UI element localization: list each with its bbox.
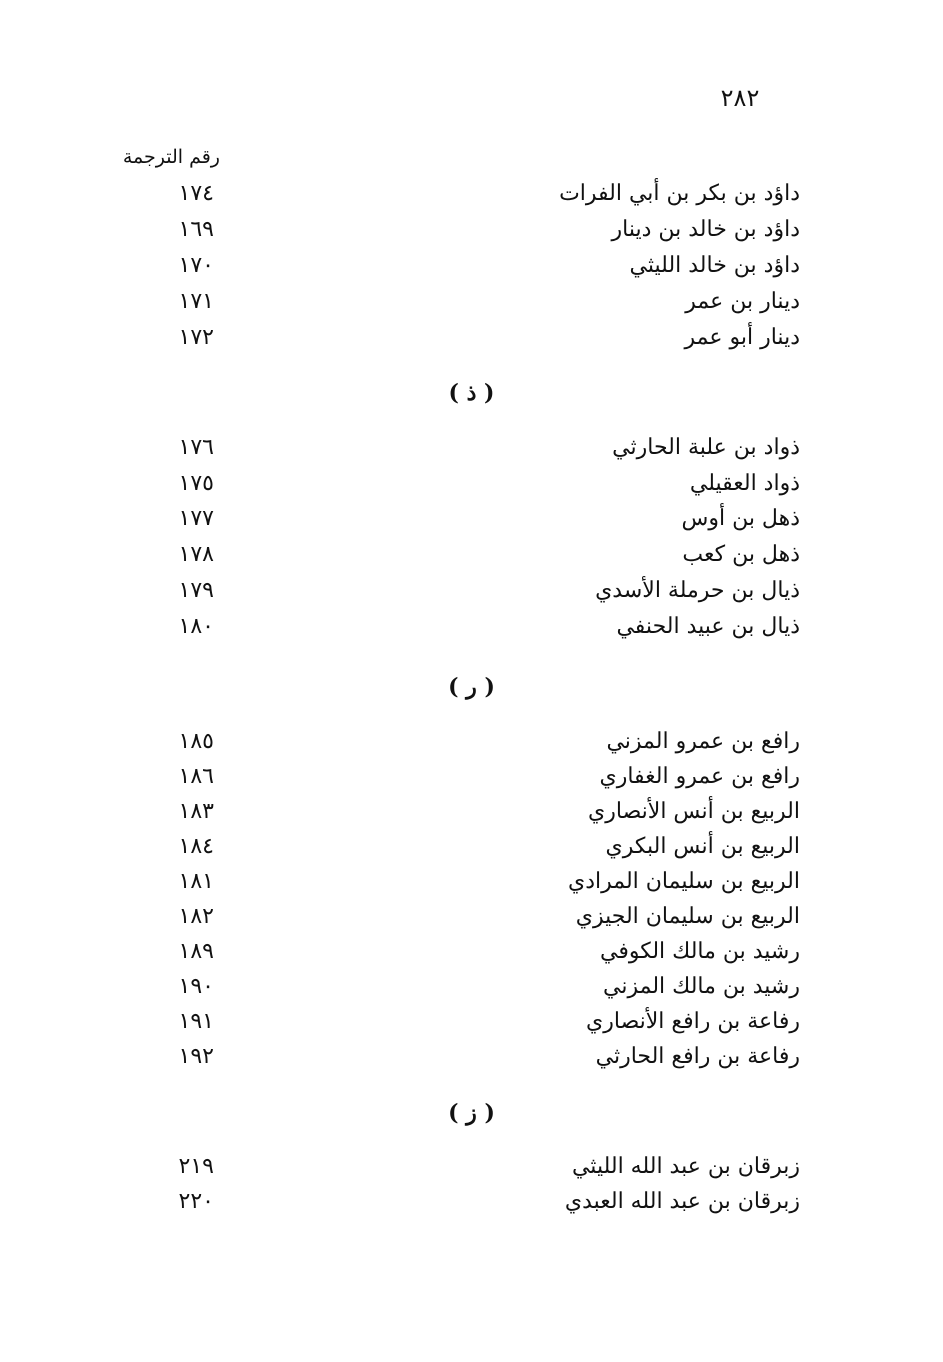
entry-number: ١٧١ (178, 289, 214, 314)
entry-name: الربيع بن أنس البكري (605, 834, 800, 859)
entry-number: ٢٢٠ (178, 1189, 214, 1214)
column-header-translation-number: رقم الترجمة (122, 146, 220, 168)
list-item (0, 829, 943, 865)
entry-name: رشيد بن مالك المزني (603, 974, 800, 999)
list-item (0, 934, 943, 970)
entry-name: ذيال بن حرملة الأسدي (595, 578, 800, 603)
list-item (0, 969, 943, 1005)
entry-number: ١٩١ (178, 1009, 214, 1034)
entry-name: داؤد بن بكر بن أبي الفرات (559, 181, 800, 206)
list-item (0, 1184, 943, 1220)
section-heading-zay: ( ز ) (448, 1100, 495, 1126)
entry-number: ١٨٣ (178, 799, 214, 824)
list-item (0, 573, 943, 609)
entry-name: ذواد بن علبة الحارثي (612, 435, 800, 460)
entry-number: ١٧٩ (178, 578, 214, 603)
list-item (0, 794, 943, 830)
entry-number: ٢١٩ (178, 1154, 214, 1179)
entry-number: ١٧٨ (178, 542, 214, 567)
list-item (0, 1004, 943, 1040)
section-heading-ra: ( ر ) (448, 674, 495, 700)
entry-number: ١٦٩ (178, 217, 214, 242)
entry-name: زبرقان بن عبد الله الليثي (571, 1154, 800, 1179)
entry-number: ١٨٠ (178, 614, 214, 639)
entry-name: ذهل بن أوس (681, 506, 800, 531)
entry-number: ١٨١ (178, 869, 214, 894)
list-item (0, 176, 943, 212)
entry-number: ١٨٩ (178, 939, 214, 964)
list-item (0, 248, 943, 284)
entry-number: ١٨٢ (178, 904, 214, 929)
entry-name: داؤد بن خالد الليثي (629, 253, 800, 278)
entry-name: ذواد العقيلي (689, 471, 800, 496)
list-item (0, 724, 943, 760)
entry-number: ١٩٢ (178, 1044, 214, 1069)
list-item (0, 1039, 943, 1075)
entry-number: ١٧٢ (178, 325, 214, 350)
entry-number: ١٨٤ (178, 834, 214, 859)
entry-name: الربيع بن أنس الأنصاري (588, 799, 800, 824)
list-item (0, 320, 943, 356)
entry-number: ١٩٠ (178, 974, 214, 999)
entry-number: ١٧٥ (178, 471, 214, 496)
entry-name: زبرقان بن عبد الله العبدي (564, 1189, 800, 1214)
entry-name: الربيع بن سليمان المرادي (567, 869, 800, 894)
entry-number: ١٧٧ (178, 506, 214, 531)
list-item (0, 537, 943, 573)
entry-number: ١٨٦ (178, 764, 214, 789)
list-item (0, 1149, 943, 1185)
entry-name: رشيد بن مالك الكوفي (599, 939, 800, 964)
list-item (0, 466, 943, 502)
list-item (0, 899, 943, 935)
entry-name: رافع بن عمرو المزني (606, 729, 800, 754)
section-heading-dhal: ( ذ ) (448, 380, 495, 406)
entry-name: دينار أبو عمر (684, 325, 800, 350)
entry-number: ١٨٥ (178, 729, 214, 754)
entry-number: ١٧٤ (178, 181, 214, 206)
entry-name: داؤد بن خالد بن دينار (611, 217, 800, 242)
entry-name: الربيع بن سليمان الجيزي (575, 904, 800, 929)
entry-name: دينار بن عمر (685, 289, 800, 314)
entry-name: ذهل بن كعب (682, 542, 800, 567)
entry-number: ١٧٦ (178, 435, 214, 460)
list-item (0, 430, 943, 466)
page-number: ٢٨٢ (720, 84, 760, 112)
entry-name: رافع بن عمرو الغفاري (599, 764, 800, 789)
entry-name: رفاعة بن رافع الحارثي (595, 1044, 800, 1069)
entry-name: ذيال بن عبيد الحنفي (616, 614, 800, 639)
list-item (0, 212, 943, 248)
list-item (0, 759, 943, 795)
entry-number: ١٧٠ (178, 253, 214, 278)
list-item (0, 284, 943, 320)
entry-name: رفاعة بن رافع الأنصاري (586, 1009, 800, 1034)
list-item (0, 864, 943, 900)
list-item (0, 501, 943, 537)
list-item (0, 609, 943, 645)
